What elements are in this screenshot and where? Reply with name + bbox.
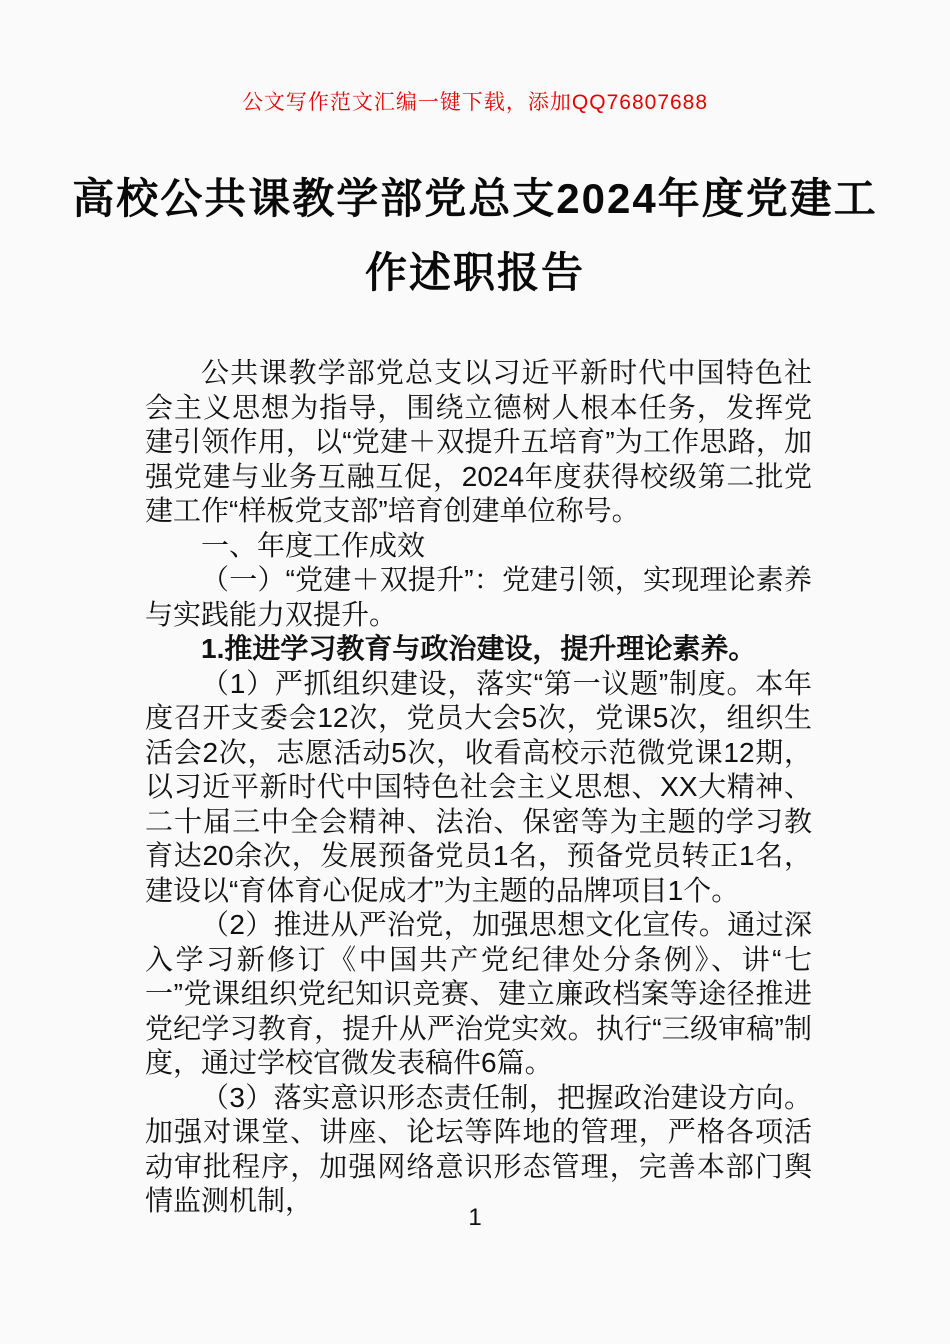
page-number: 1 [468, 1204, 482, 1231]
document-title [0, 162, 950, 310]
paragraph-intro: 公共课教学部党总支以习近平新时代中国特色社会主义思想为指导，围绕立德树人根本任务，发挥党建引领作用，以“党建＋双提升五培育”为工作思路，加强党建与业务互融互促，2024年度获得校级第二批党建工作“样板党支部”培育创建单位称号。 [145, 357, 812, 526]
title-line-1: 高校公共课教学部党总支2024年度党建工 [72, 175, 878, 222]
document-body [145, 356, 812, 1219]
promo-banner: 公文写作范文汇编一键下载，添加QQ76807688 [241, 91, 709, 114]
paragraph-subsection-heading: （一）“党建＋双提升”：党建引领，实现理论素养与实践能力双提升。 [145, 564, 812, 630]
paragraph-bold-heading: 1.推进学习教育与政治建设，提升理论素养。 [201, 633, 757, 664]
paragraph-section-heading: 一、年度工作成效 [201, 529, 426, 561]
paragraph-item-1: （1）严抓组织建设，落实“第一议题”制度。本年度召开支委会12次，党员大会5次，党课5次，组织生活会2次，志愿活动5次，收看高校示范微党课12期，以习近平新时代中国特色社会主义思想、XX大精神、二十届三中全会精神、法治、保密等为主题的学习教育达20余次，发展预备党员1名，预备党员转正1名，建设以“育体育心促成才”为主题的品牌项目1个。 [145, 667, 812, 906]
paragraph-item-3: （3）落实意识形态责任制，把握政治建设方向。加强对课堂、讲座、论坛等阵地的管理，严格各项活动审批程序，加强网络意识形态管理，完善本部门舆情监测机制， [145, 1081, 812, 1216]
title-line-2: 作述职报告 [364, 249, 585, 296]
paragraph-item-2: （2）推进从严治党，加强思想文化宣传。通过深入学习新修订《中国共产党纪律处分条例》、讲“七一”党课组织党纪知识竞赛、建立廉政档案等途径推进党纪学习教育，提升从严治党实效。执行“三级审稿”制度，通过学校官微发表稿件6篇。 [145, 909, 812, 1078]
